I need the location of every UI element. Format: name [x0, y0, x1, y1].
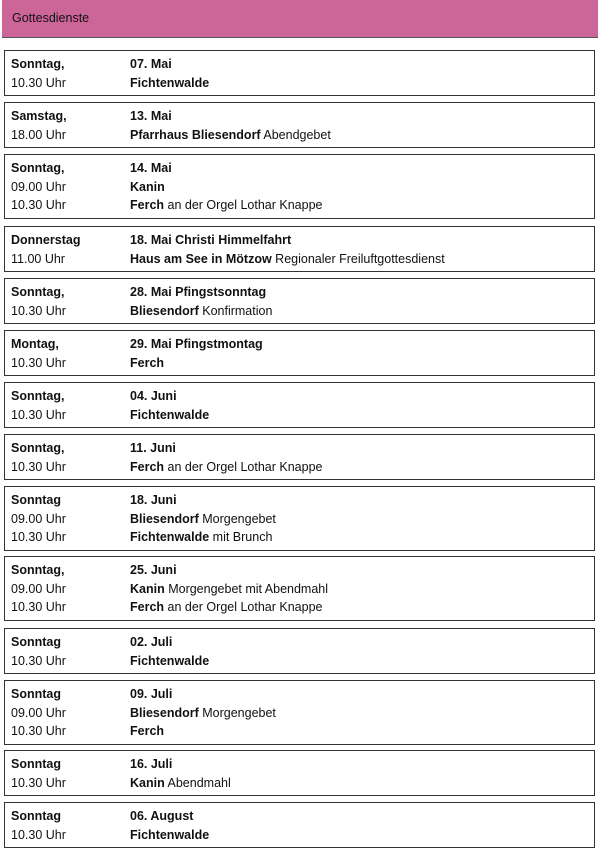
service-detail — [130, 302, 272, 320]
service-entry — [4, 750, 595, 796]
service-time: 10.30 Uhr — [11, 76, 66, 90]
service-date — [130, 439, 176, 457]
location-label: Fichtenwalde — [130, 654, 210, 668]
service-entry — [4, 278, 595, 324]
service-day: Sonntag — [11, 493, 61, 507]
service-day: Sonntag — [11, 635, 61, 649]
service-day: Sonntag, — [11, 389, 65, 403]
service-note: an der Orgel Lothar Knappe — [164, 600, 323, 614]
service-note: Morgengebet mit Abendmahl — [164, 582, 329, 596]
location-label: Fichtenwalde — [130, 408, 210, 422]
location-label: Bliesendorf — [130, 512, 199, 526]
service-detail — [130, 126, 331, 144]
date-label: 09. Juli — [130, 687, 173, 701]
service-detail — [130, 774, 231, 792]
location-label: Kanin — [130, 776, 165, 790]
service-detail — [130, 74, 209, 92]
date-label: 16. Juli — [130, 757, 173, 771]
service-time: 18.00 Uhr — [11, 128, 66, 142]
service-date — [130, 807, 193, 825]
location-label: Ferch — [130, 600, 165, 614]
service-detail — [130, 528, 272, 546]
service-detail — [130, 704, 276, 722]
location-label: Kanin — [130, 582, 165, 596]
service-time: 10.30 Uhr — [11, 724, 66, 738]
location-label: Bliesendorf — [130, 706, 199, 720]
service-time: 10.30 Uhr — [11, 654, 66, 668]
service-date — [130, 633, 172, 651]
date-label: 07. Mai — [130, 57, 172, 71]
location-label: Kanin — [130, 180, 165, 194]
service-day: Sonntag, — [11, 57, 65, 71]
service-note: Abendgebet — [260, 128, 331, 142]
service-entry — [4, 50, 595, 96]
service-day: Sonntag, — [11, 563, 65, 577]
service-day: Sonntag — [11, 809, 61, 823]
service-time: 10.30 Uhr — [11, 776, 66, 790]
service-day: Sonntag — [11, 757, 61, 771]
service-detail — [130, 722, 164, 740]
service-time: 10.30 Uhr — [11, 600, 66, 614]
service-entry — [4, 556, 595, 621]
location-label: Fichtenwalde — [130, 530, 210, 544]
service-date — [130, 387, 177, 405]
service-date — [130, 283, 266, 301]
service-detail — [130, 196, 323, 214]
date-label: 11. Juni — [130, 441, 176, 455]
service-detail — [130, 580, 328, 598]
service-time: 09.00 Uhr — [11, 512, 66, 526]
service-note: an der Orgel Lothar Knappe — [164, 198, 323, 212]
service-time: 10.30 Uhr — [11, 530, 66, 544]
service-detail — [130, 652, 209, 670]
service-entry — [4, 226, 595, 272]
service-entry — [4, 486, 595, 551]
service-date — [130, 231, 291, 249]
location-label: Pfarrhaus Bliesendorf — [130, 128, 261, 142]
date-label: 13. Mai — [130, 109, 172, 123]
location-label: Haus am See in Mötzow — [130, 252, 272, 266]
service-day: Donnerstag — [11, 233, 81, 247]
date-label: 28. Mai Pfingstsonntag — [130, 285, 267, 299]
date-label: 29. Mai Pfingstmontag — [130, 337, 263, 351]
service-day: Montag, — [11, 337, 59, 351]
service-date — [130, 561, 177, 579]
service-time: 09.00 Uhr — [11, 180, 66, 194]
date-label: 18. Juni — [130, 493, 177, 507]
service-detail — [130, 178, 165, 196]
service-time: 09.00 Uhr — [11, 582, 66, 596]
service-entry — [4, 102, 595, 148]
service-time: 10.30 Uhr — [11, 356, 66, 370]
service-detail — [130, 406, 209, 424]
service-date — [130, 491, 177, 509]
service-day: Sonntag, — [11, 161, 65, 175]
location-label: Fichtenwalde — [130, 76, 210, 90]
service-date — [130, 335, 263, 353]
service-time: 09.00 Uhr — [11, 706, 66, 720]
service-date — [130, 685, 172, 703]
service-note: Morgengebet — [198, 706, 276, 720]
date-label: 02. Juli — [130, 635, 173, 649]
service-date — [130, 159, 172, 177]
service-note: Abendmahl — [164, 776, 231, 790]
service-note: an der Orgel Lothar Knappe — [164, 460, 323, 474]
location-label: Ferch — [130, 724, 165, 738]
service-time: 10.30 Uhr — [11, 304, 66, 318]
location-label: Ferch — [130, 198, 165, 212]
service-day: Samstag, — [11, 109, 67, 123]
service-time: 11.00 Uhr — [11, 252, 65, 266]
service-note: Regionaler Freiluftgottesdienst — [271, 252, 445, 266]
date-label: 14. Mai — [130, 161, 172, 175]
service-entry — [4, 154, 595, 219]
location-label: Bliesendorf — [130, 304, 199, 318]
service-note: Konfirmation — [198, 304, 273, 318]
service-detail — [130, 826, 209, 844]
service-time: 10.30 Uhr — [11, 460, 66, 474]
service-time: 10.30 Uhr — [11, 198, 66, 212]
service-detail — [130, 250, 445, 268]
service-date — [130, 755, 172, 773]
service-time: 10.30 Uhr — [11, 828, 66, 842]
page-header — [2, 0, 598, 38]
service-date — [130, 55, 172, 73]
location-label: Ferch — [130, 356, 165, 370]
service-date — [130, 107, 172, 125]
page-title: Gottesdienste — [12, 11, 90, 25]
service-detail — [130, 510, 276, 528]
service-detail — [130, 458, 323, 476]
service-note: mit Brunch — [209, 530, 273, 544]
service-detail — [130, 598, 323, 616]
service-entry — [4, 382, 595, 428]
service-time: 10.30 Uhr — [11, 408, 66, 422]
date-label: 04. Juni — [130, 389, 177, 403]
service-day: Sonntag — [11, 687, 61, 701]
location-label: Fichtenwalde — [130, 828, 210, 842]
service-entry — [4, 802, 595, 848]
service-entry — [4, 330, 595, 376]
service-entry — [4, 434, 595, 480]
service-note: Morgengebet — [198, 512, 276, 526]
service-day: Sonntag, — [11, 285, 65, 299]
location-label: Ferch — [130, 460, 165, 474]
date-label: 25. Juni — [130, 563, 177, 577]
date-label: 18. Mai Christi Himmelfahrt — [130, 233, 292, 247]
date-label: 06. August — [130, 809, 194, 823]
service-detail — [130, 354, 164, 372]
service-day: Sonntag, — [11, 441, 65, 455]
service-entry — [4, 628, 595, 674]
service-entry — [4, 680, 595, 745]
